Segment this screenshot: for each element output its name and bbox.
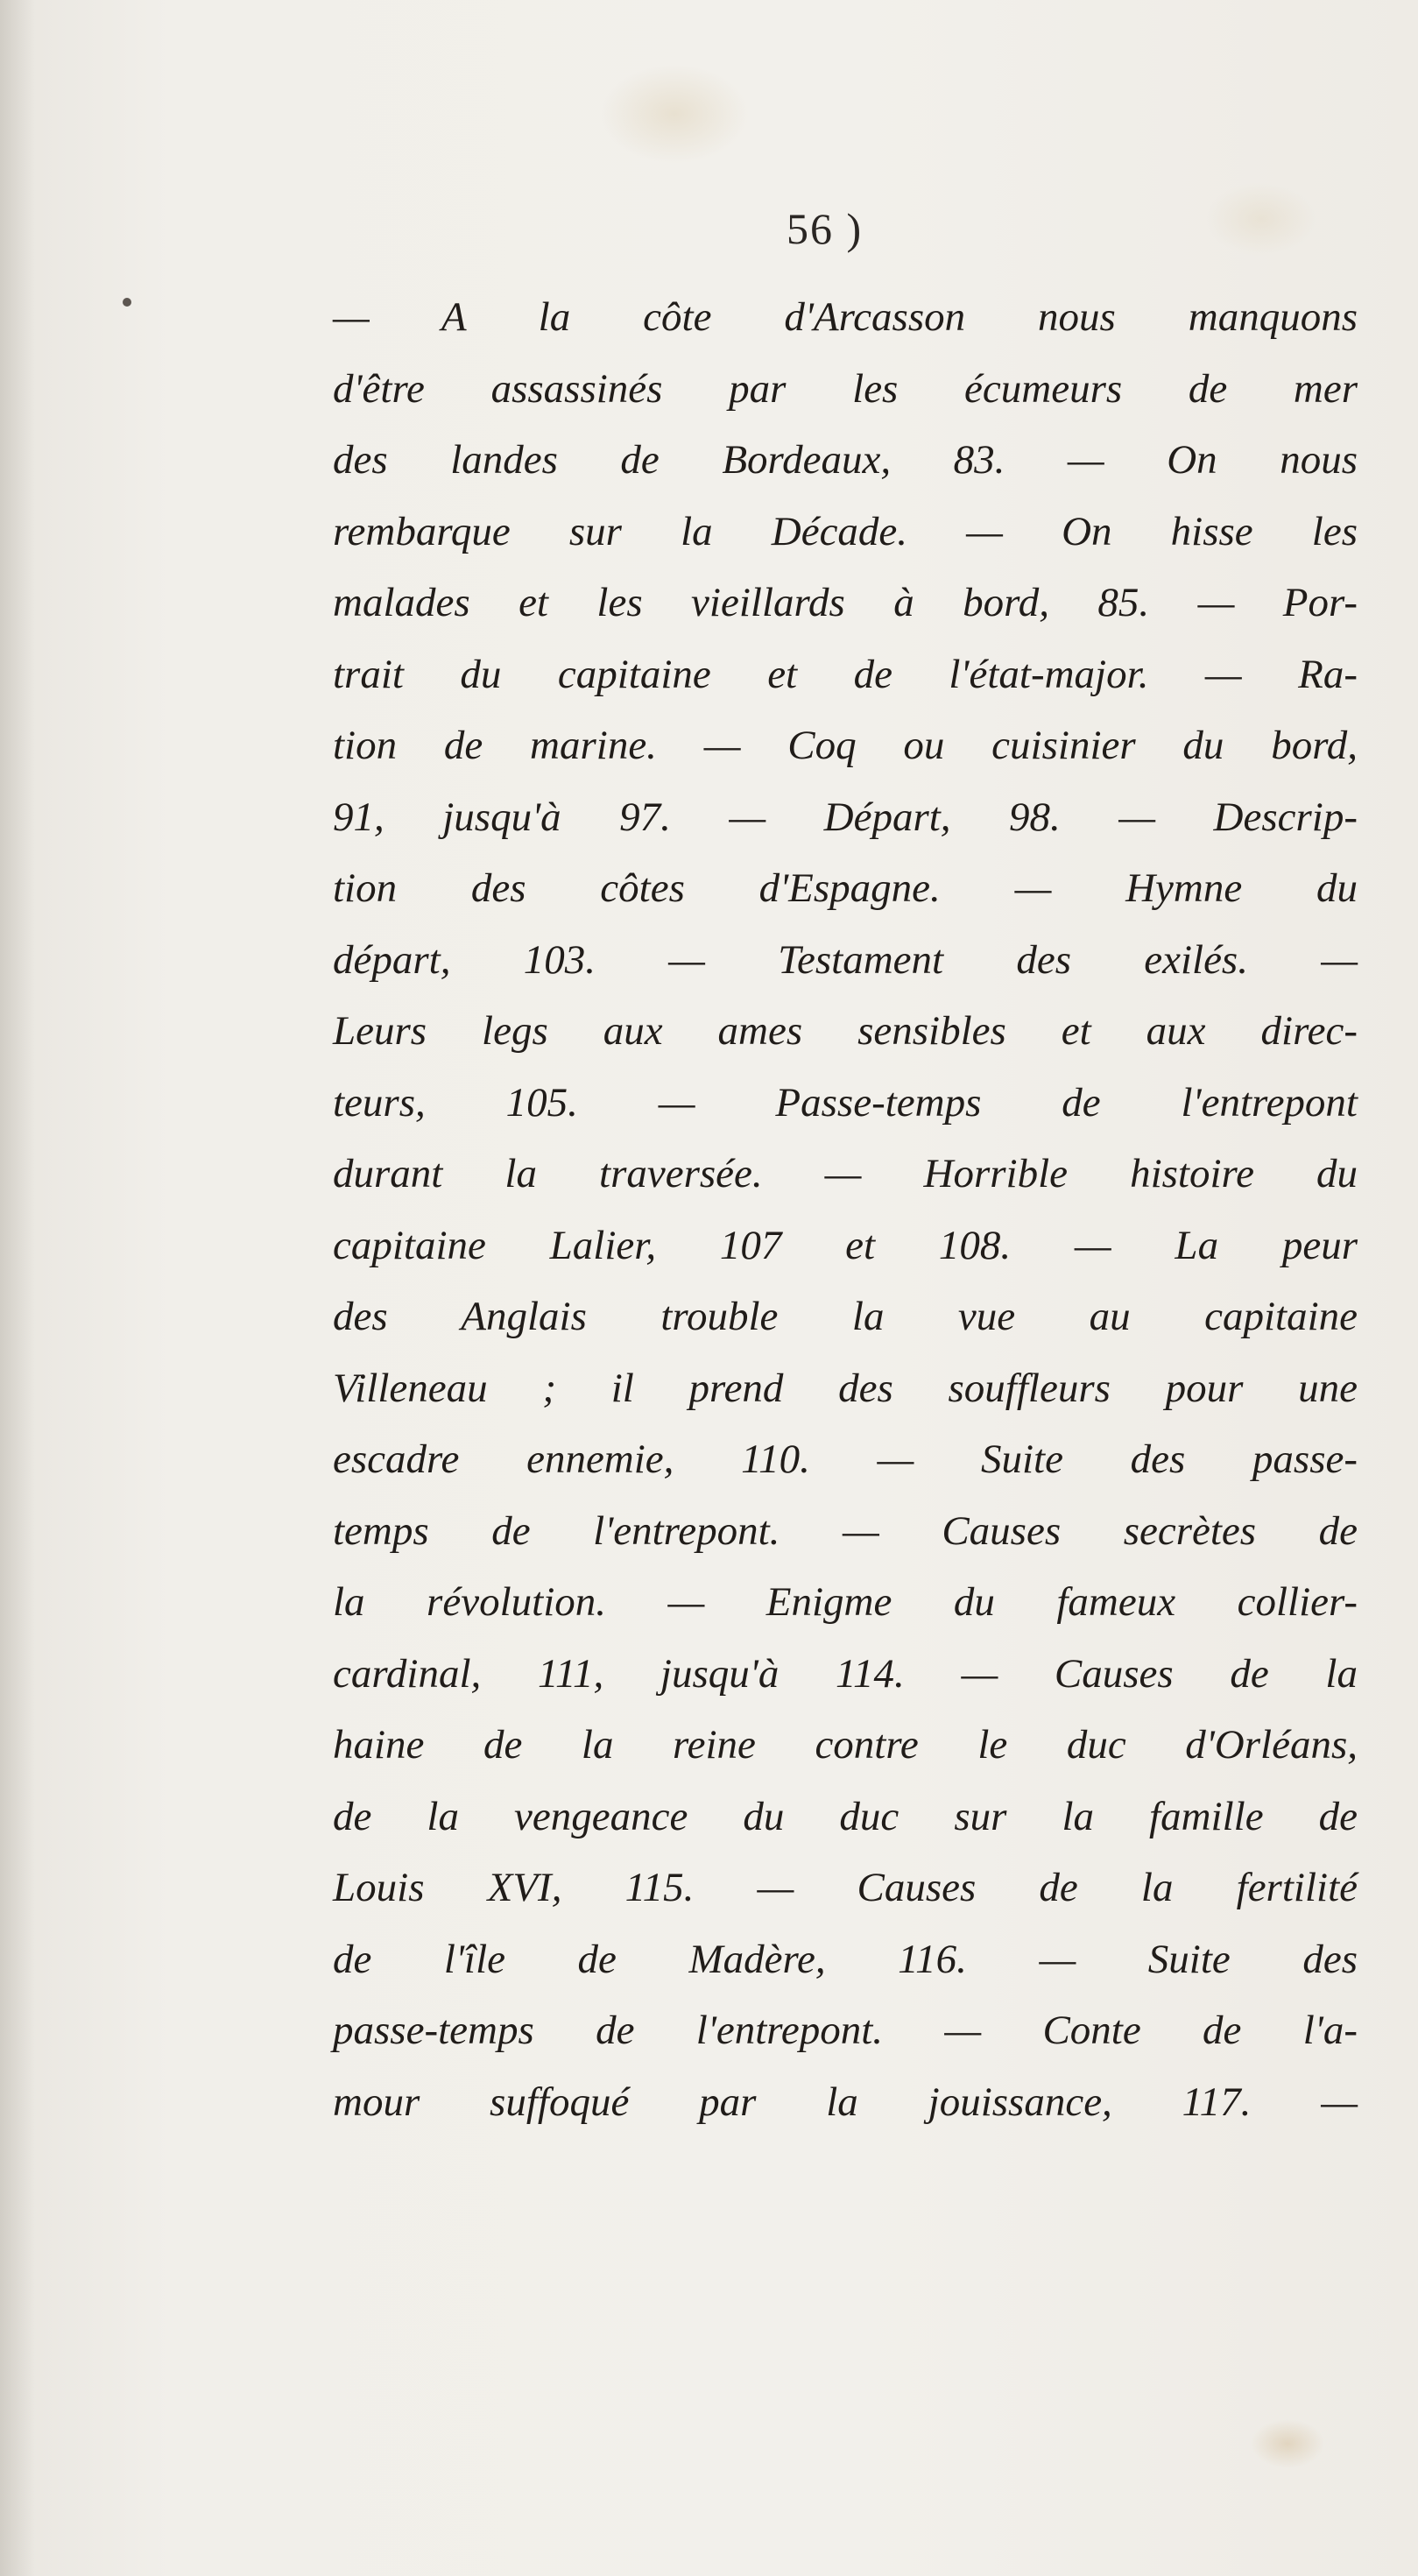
text-block — [333, 282, 1358, 2138]
text-line: 91, jusqu'à 97. — Départ, 98. — Descrip- — [333, 794, 1358, 840]
text-line: tion des côtes d'Espagne. — Hymne du — [333, 865, 1358, 911]
text-line: la révolution. — Enigme du fameux collier- — [333, 1579, 1358, 1625]
text-line: teurs, 105. — Passe-temps de l'entrepont — [333, 1079, 1358, 1126]
text-line: de l'île de Madère, 116. — Suite des — [333, 1936, 1358, 1982]
text-line: des landes de Bordeaux, 83. — On nous — [333, 437, 1358, 483]
text-line: d'être assassinés par les écumeurs de mer — [333, 365, 1358, 412]
page-number: 56 ) — [787, 204, 864, 253]
text-line: capitaine Lalier, 107 et 108. — La peur — [333, 1222, 1358, 1268]
text-line: escadre ennemie, 110. — Suite des passe- — [333, 1436, 1358, 1482]
text-line: de la vengeance du duc sur la famille de — [333, 1793, 1358, 1839]
text-line: Leurs legs aux ames sensibles et aux direc- — [333, 1008, 1358, 1054]
text-line: rembarque sur la Décade. — On hisse les — [333, 508, 1358, 554]
text-line: durant la traversée. — Horrible histoire du — [333, 1151, 1358, 1196]
text-line: passe-temps de l'entrepont. — Conte de l'a- — [333, 2008, 1358, 2053]
text-line: trait du capitaine et de l'état-major. — Ra- — [333, 651, 1358, 697]
text-line: Villeneau ; il prend des souffleurs pour une — [333, 1365, 1358, 1411]
text-line: Louis XVI, 115. — Causes de la fertilité — [333, 1865, 1358, 1910]
text-line: tion de marine. — Coq ou cuisinier du bord, — [333, 723, 1358, 768]
text-line: temps de l'entrepont. — Causes secrètes de — [333, 1507, 1358, 1554]
text-line: malades et les vieillards à bord, 85. — Por- — [333, 580, 1358, 625]
text-line: des Anglais trouble la vue au capitaine — [333, 1294, 1358, 1339]
text-line: cardinal, 111, jusqu'à 114. — Causes de la — [333, 1650, 1358, 1697]
text-line: — A la côte d'Arcasson nous manquons — [333, 294, 1358, 340]
text-line: mour suffoqué par la jouissance, 117. — — [333, 2078, 1358, 2125]
text-line: haine de la reine contre le duc d'Orléans, — [333, 1722, 1358, 1768]
text-line: départ, 103. — Testament des exilés. — — [333, 936, 1358, 983]
page-binding-shadow — [0, 0, 35, 2576]
ink-speck — [123, 298, 131, 307]
